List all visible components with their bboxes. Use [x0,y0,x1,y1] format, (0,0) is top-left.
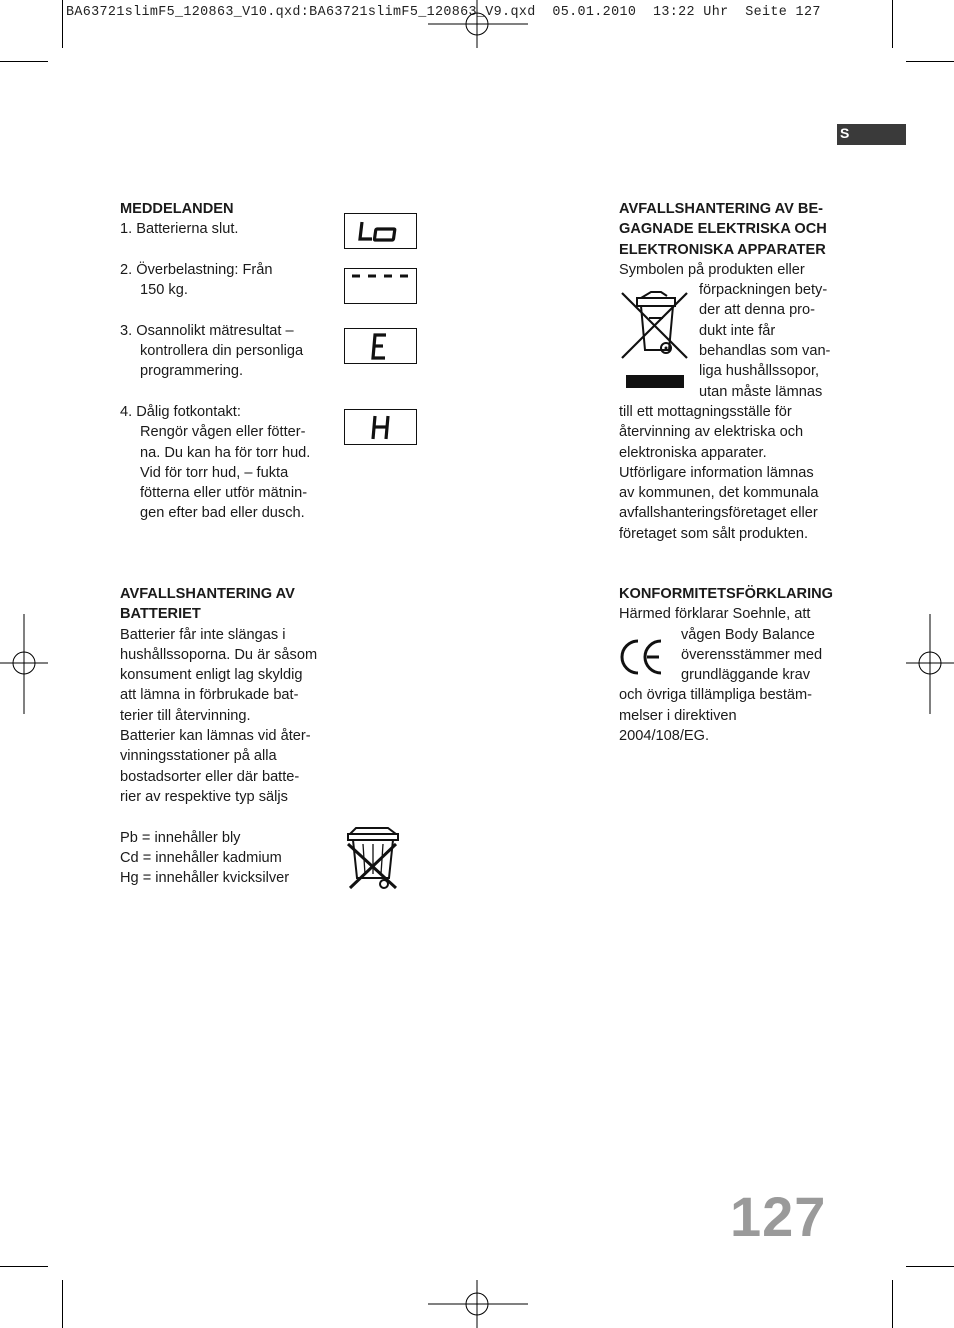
conformity-intro: Härmed förklarar Soehnle, att [619,606,811,623]
weee-text-line: dukt inte får [699,322,776,339]
battery-cd: Cd = innehåller kadmium [120,849,282,866]
message-item-3-cont: programmering. [140,363,244,380]
conformity-text-line: överensstämmer med [681,646,823,663]
language-tab: S [837,124,906,145]
ce-mark-icon [617,637,665,677]
registration-mark-top [428,0,528,48]
weee-title-cont: ELEKTRONISKA APPARATER [619,241,826,258]
registration-mark-right [906,614,954,714]
messages-title: MEDDELANDEN [120,201,234,217]
weee-text-line: der att denna pro- [699,302,816,319]
message-item-4-cont: fötterna eller utför mätnin- [140,485,308,502]
crop-mark [906,61,954,62]
weee-text-line: förpackningen bety- [699,282,828,299]
message-item-4-cont: na. Du kan ha för torr hud. [140,444,311,461]
crop-mark [0,61,48,62]
battery-text-line: Batterier kan lämnas vid åter- [120,728,311,745]
lcd-error-icon [344,328,417,364]
print-slug: BA63721slimF5_120863_V10.qxd:BA63721slimF5_120863_V9.qxd 05.01.2010 13:22 Uhr Seite 127 [66,5,821,20]
message-item-4: 4. Dålig fotkontakt: [120,403,241,420]
battery-disposal-section [120,584,350,888]
battery-text-line: Batterier får inte slängas i [120,626,286,643]
weee-text-line: företaget som sålt produkten. [619,525,809,542]
crop-mark [62,0,63,48]
message-item-2-cont: 150 kg. [140,282,188,299]
weee-text-line: av kommunen, det kommunala [619,485,819,502]
battery-text-line: hushållssoporna. Du är såsom [120,646,318,663]
weee-text-line: Utförligare information lämnas [619,464,814,481]
crop-mark [892,0,893,48]
weee-text-line: behandlas som van- [699,343,831,360]
battery-hg: Hg = innehåller kvicksilver [120,870,290,887]
weee-title: AVFALLSHANTERING AV BE- [619,201,824,217]
battery-text-line: att lämna in förbrukade bat- [120,687,299,704]
crossed-out-bin-icon [344,824,402,892]
crossed-out-wheelie-bin-icon [619,288,691,390]
message-item-4-cont: Vid för torr hud, – fukta [140,464,289,481]
weee-text-line: elektroniska apparater. [619,444,767,461]
conformity-title: KONFORMITETSFÖRKLARING [619,586,834,602]
battery-text-line: bostadsorter eller där batte- [120,768,300,785]
conformity-text-line: och övriga tillämpliga bestäm- [619,687,813,704]
weee-intro: Symbolen på produkten eller [619,261,805,278]
messages-section [120,199,340,524]
lcd-contact-icon [344,409,417,445]
battery-text-line: vinningsstationer på alla [120,748,277,765]
battery-title: AVFALLSHANTERING AV [120,586,295,602]
message-item-3: 3. Osannolikt mätresultat – [120,322,294,339]
battery-title-cont: BATTERIET [120,606,201,623]
crop-mark [892,1280,893,1328]
conformity-text-line: melser i direktiven [619,707,737,724]
conformity-text-line: 2004/108/EG. [619,728,710,745]
crop-mark [906,1266,954,1267]
weee-text-line: återvinning av elektriska och [619,424,804,441]
battery-text-line: rier av respektive typ säljs [120,788,288,805]
battery-pb: Pb = innehåller bly [120,829,241,846]
crop-mark [0,1266,48,1267]
crop-mark [62,1280,63,1328]
weee-text-line: utan måste lämnas [699,383,823,400]
weee-text-line: avfallshanteringsföretaget eller [619,505,818,522]
conformity-text-line: grundläggande krav [681,667,811,684]
message-item-3-cont: kontrollera din personliga [140,343,304,360]
conformity-text-line: vågen Body Balance [681,626,815,643]
weee-text-line: till ett mottagningsställe för [619,403,792,420]
lcd-lo-icon [344,213,417,249]
message-item-1: 1. Batterierna slut. [120,221,239,238]
message-item-2: 2. Överbelastning: Från [120,261,273,278]
registration-mark-bottom [428,1280,528,1328]
weee-title-cont: GAGNADE ELEKTRISKA OCH [619,221,827,238]
battery-text-line: terier till återvinning. [120,707,251,724]
message-item-4-cont: gen efter bad eller dusch. [140,505,305,522]
battery-text-line: konsument enligt lag skyldig [120,667,303,684]
lcd-overload-icon [344,268,417,304]
message-item-4-cont: Rengör vågen eller fötter- [140,424,306,441]
page-number: 127 [730,1185,827,1248]
weee-text-line: liga hushållssopor, [699,363,820,380]
registration-mark-left [0,614,48,714]
